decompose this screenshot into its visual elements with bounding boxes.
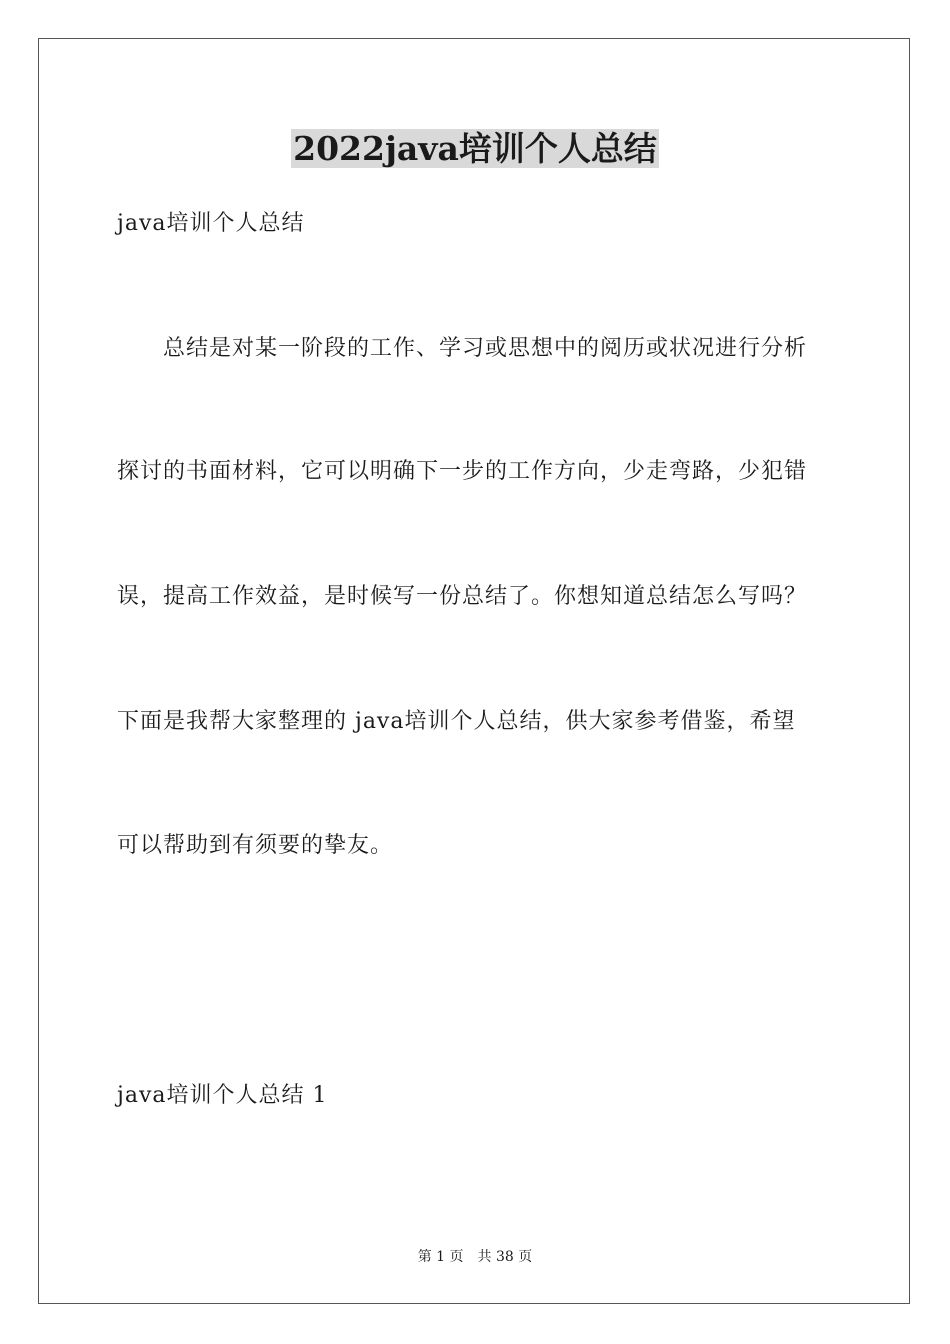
document-subtitle: java培训个人总结	[117, 211, 305, 236]
document-title	[0, 127, 950, 171]
body-line: 可以帮助到有须要的挚友。	[117, 833, 394, 858]
page-footer	[0, 1247, 950, 1267]
page-number: 第 1 页	[417, 1249, 464, 1265]
body-line: 下面是我帮大家整理的 java培训个人总结，供大家参考借鉴，希望	[117, 709, 796, 734]
section-heading: java培训个人总结 1	[117, 1083, 328, 1108]
body-line: 总结是对某一阶段的工作、学习或思想中的阅历或状况进行分析	[163, 336, 808, 361]
body-line: 探讨的书面材料，它可以明确下一步的工作方向，少走弯路，少犯错	[117, 459, 808, 484]
page-total: 共 38 页	[477, 1249, 533, 1265]
document-title-text: 2022java培训个人总结	[293, 129, 657, 168]
body-line: 误，提高工作效益，是时候写一份总结了。你想知道总结怎么写吗？	[117, 584, 808, 609]
